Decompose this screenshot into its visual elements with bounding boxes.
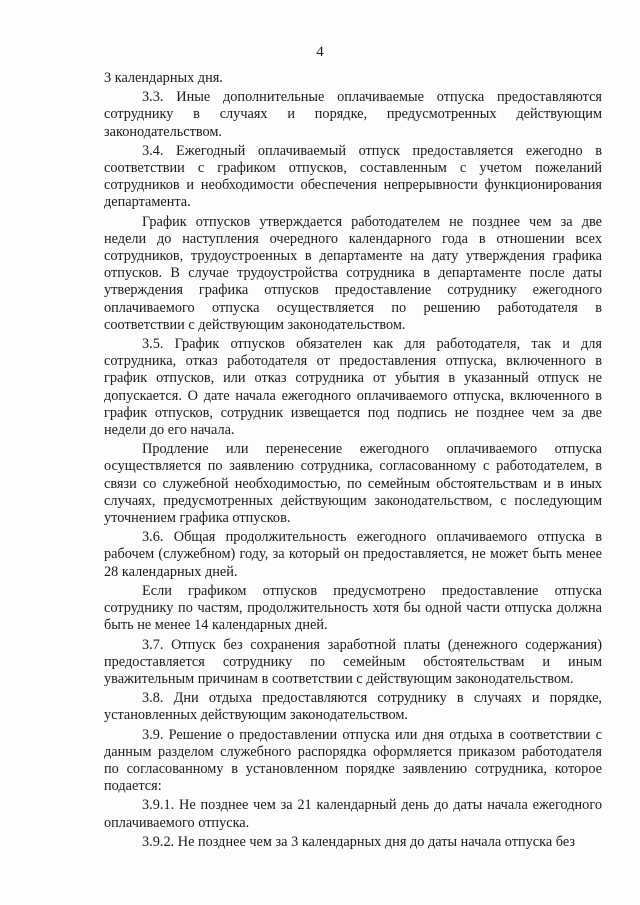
document-body (104, 70, 602, 853)
paragraph: 3.9. Решение о предоставлении отпуска или дня отдыха в соответствии с данным разделом служебного распорядка оформляется приказом работодателя по согласованному в установленном порядке заявлению сотрудника, которое подается: (104, 726, 602, 795)
paragraph: 3 календарных дня. (104, 70, 223, 86)
paragraph: 3.3. Иные дополнительные оплачиваемые отпуска предоставляются сотруднику в случаях и порядке, предусмотренных действующим законодательством. (104, 89, 602, 140)
paragraph: 3.7. Отпуск без сохранения заработной платы (денежного содержания) предоставляется сотруднику по семейным обстоятельствам и иным уважительным причинам в соответствии с действующим законодательством. (104, 636, 602, 687)
paragraph: Если графиком отпусков предусмотрено предоставление отпуска сотруднику по частям, продолжительность хотя бы одной части отпуска должна быть не менее 14 календарных дней. (104, 582, 602, 634)
paragraph: График отпусков утверждается работодателем не позднее чем за две недели до наступления очередного календарного года в отношении всех сотрудников, трудоустроенных в департаменте на дату утверждения графика отпусков. В случае трудоустройства сотрудника в департаменте после даты утверждения графика отпусков предоставление сотруднику ежегодного оплачиваемого отпуска осуществляется по решению работодателя в соответствии с действующим законодательством. (104, 213, 602, 333)
paragraph: 3.4. Ежегодный оплачиваемый отпуск предоставляется ежегодно в соответствии с графиком отпусков, составленным с учетом пожеланий сотрудников и необходимости обеспечения непрерывности функционирования департамента. (104, 142, 602, 211)
paragraph: 3.9.2. Не позднее чем за 3 календарных дня до даты начала отпуска без (142, 833, 576, 850)
paragraph: Продление или перенесение ежегодного оплачиваемого отпуска осуществляется по заявлению сотрудника, согласованному с работодателем, в связи со служебной необходимостью, по семейным обстоятельствам и в иных случаях, предусмотренных действующим законодательством, с последующим уточнением графика отпусков. (104, 441, 602, 527)
paragraph: 3.9.1. Не позднее чем за 21 календарный день до даты начала ежегодного оплачиваемого отпуска. (104, 797, 602, 831)
paragraph: 3.5. График отпусков обязателен как для работодателя, так и для сотрудника, отказ работодателя от предоставления отпуска, включенного в график отпусков, или отказ сотрудника от убытия в указанный отпуск не допускается. О дате начала ежегодного оплачиваемого отпуска, включенного в график отпусков, сотрудник извещается под подпись не позднее чем за две недели до его начала. (104, 336, 602, 439)
paragraph: 3.8. Дни отдыха предоставляются сотруднику в случаях и порядке, установленных действующим законодательством. (104, 690, 602, 724)
paragraph: 3.6. Общая продолжительность ежегодного оплачиваемого отпуска в рабочем (служебном) году, за который он предоставляется, не может быть менее 28 календарных дней. (104, 529, 602, 580)
page-number: 4 (316, 44, 324, 60)
